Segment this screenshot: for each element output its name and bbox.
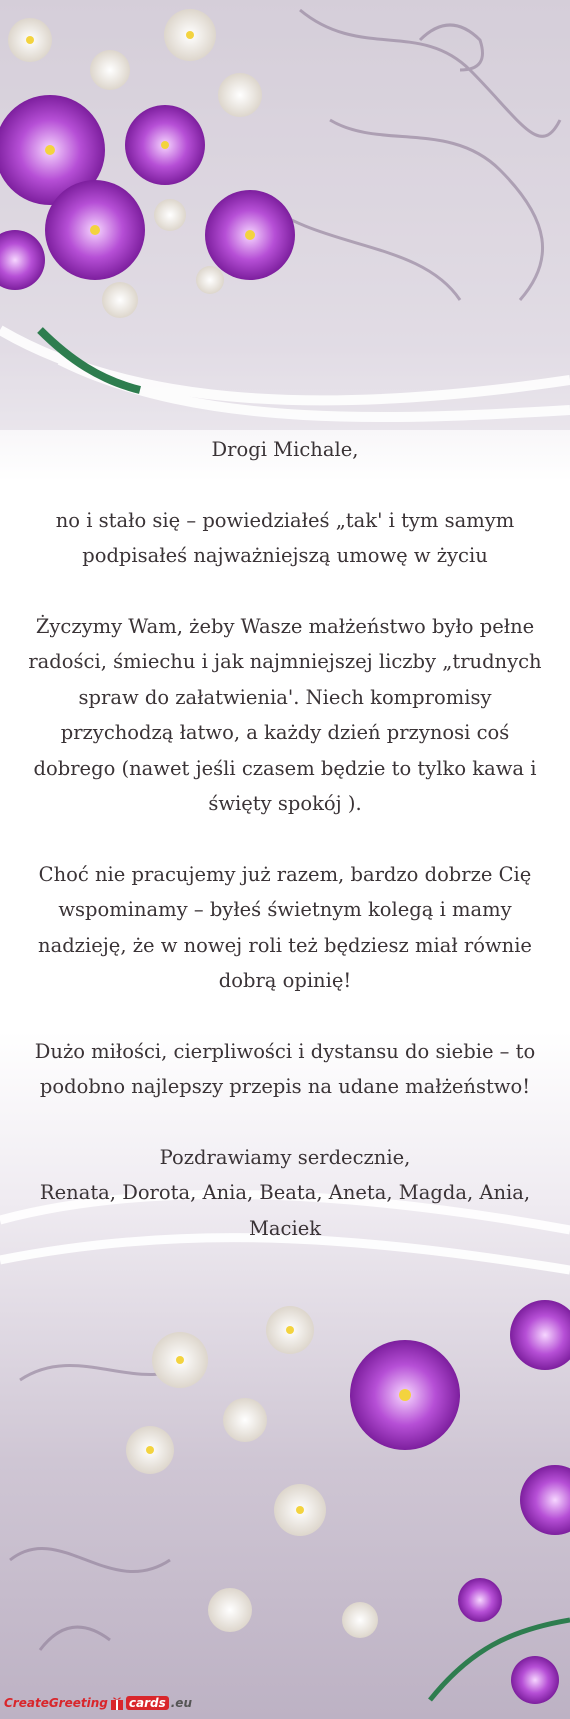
paragraph-line: wspominamy – byłeś świetnym kolegą i mamy [58, 898, 512, 921]
paragraph-line: Dużo miłości, cierpliwości i dystansu do siebie – to [34, 1039, 536, 1063]
bottom-floral-decoration [0, 1180, 570, 1719]
greeting-line: Drogi Michale, [211, 438, 359, 461]
card-message [25, 432, 545, 1246]
paragraph-line: radości, śmiechu i jak najmniejszej liczby „trudnych [28, 650, 542, 673]
createGreetingCards-logo[interactable] [4, 1693, 192, 1713]
paragraph-line: nadzieję, że w nowej roli też będziesz miał równie [38, 933, 532, 957]
paragraph-line: przychodzą łatwo, a każdy dzień przynosi coś [60, 721, 510, 744]
signature-line: Maciek [248, 1216, 322, 1240]
paragraph-line: spraw do załatwienia'. Niech kompromisy [78, 685, 492, 709]
paragraph-line: dobrą opinię! [218, 969, 352, 992]
paragraph-line: Choć nie pracujemy już razem, bardzo dobrze Cię [38, 862, 532, 886]
logo-text-main: CreateGreeting [4, 1696, 108, 1710]
logo-text-domain: .eu [170, 1696, 192, 1710]
signature-line: Renata, Dorota, Ania, Beata, Aneta, Magda, Ania, [39, 1181, 531, 1204]
purple-flower-icon [350, 1300, 570, 1704]
logo-text-cards: cards [126, 1696, 169, 1710]
gift-icon [110, 1695, 124, 1711]
paragraph-line: podobno najlepszy przepis na udane małżeństwo! [39, 1075, 531, 1098]
paragraph-line: dobrego (nawet jeśli czasem będzie to tylko kawa i [33, 756, 537, 780]
closing-line: Pozdrawiamy serdecznie, [159, 1145, 411, 1169]
paragraph-line: Życzymy Wam, żeby Wasze małżeństwo było pełne [35, 614, 535, 638]
paragraph-line: święty spokój ). [208, 792, 362, 815]
top-floral-decoration [0, 0, 570, 430]
paragraph-line: no i stało się – powiedziałeś „tak' i tym samym [55, 508, 515, 532]
paragraph-line: podpisałeś najważniejszą umowę w życiu [82, 544, 488, 567]
